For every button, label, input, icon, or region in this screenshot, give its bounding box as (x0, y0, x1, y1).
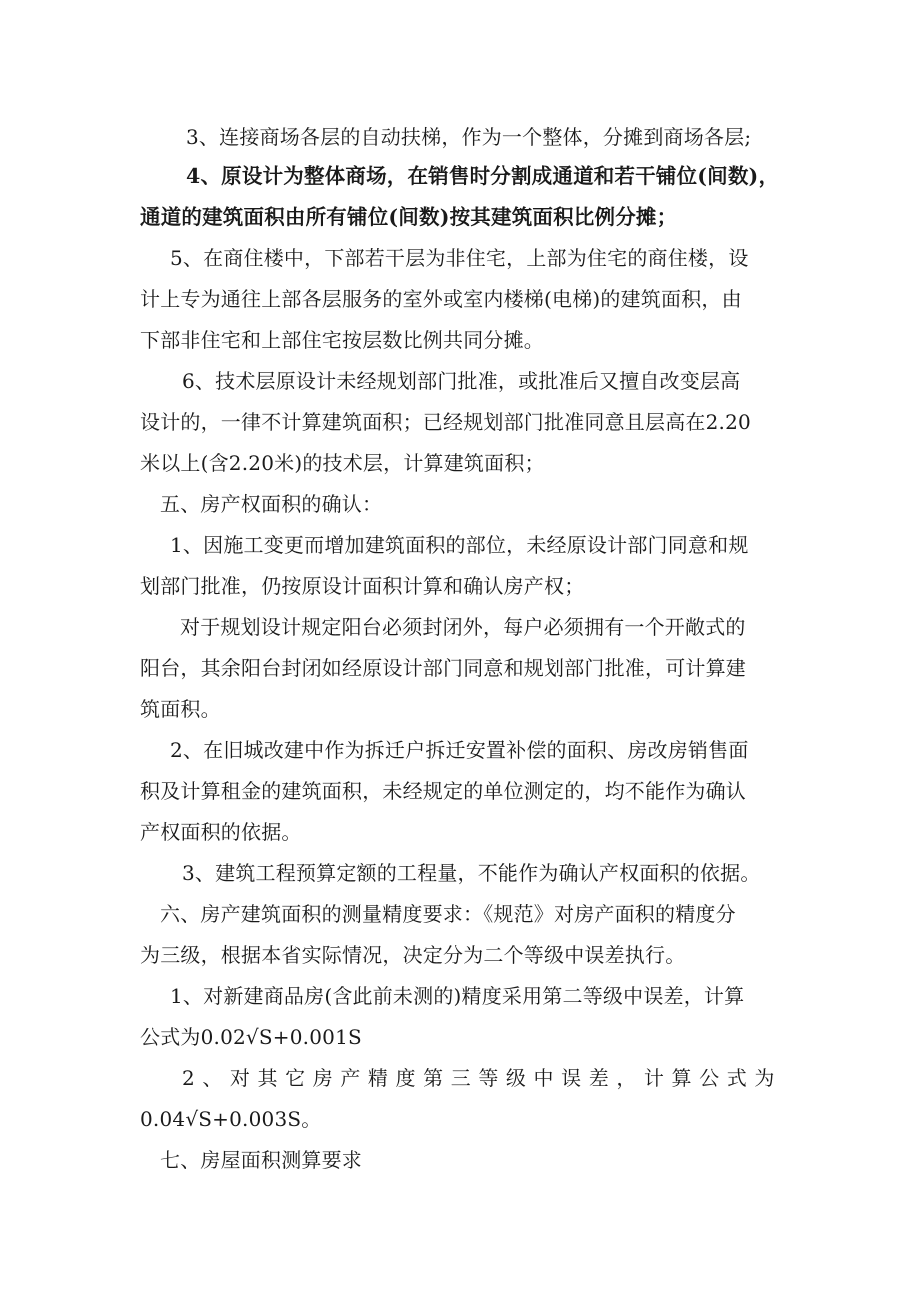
text-line: 划部门批准，仍按原设计面积计算和确认房产权； (140, 574, 585, 598)
section-heading: 五、房产权面积的确认： (160, 492, 383, 516)
text-line: 为三级，根据本省实际情况，决定分为二个等级中误差执行。 (140, 943, 686, 967)
text-line: 设计的，一律不计算建筑面积；已经规划部门批准同意且层高在2.20 (140, 410, 751, 434)
text-line: 阳台，其余阳台封闭如经原设计部门同意和规划部门批准，可计算建 (140, 656, 746, 680)
text-line: 0.04√S+0.003S。 (140, 1107, 322, 1131)
text-line: 产权面积的依据。 (140, 820, 302, 844)
text-line: 通道的建筑面积由所有铺位(间数)按其建筑面积比例分摊； (140, 205, 678, 229)
text-line: 下部非住宅和上部住宅按层数比例共同分摊。 (140, 328, 544, 352)
text-line: 公式为0.02√S+0.001S (140, 1025, 362, 1049)
text-line: 3、连接商场各层的自动扶梯，作为一个整体，分摊到商场各层; (186, 125, 752, 149)
text-line: 4、原设计为整体商场，在销售时分割成通道和若干铺位(间数)， (186, 164, 780, 188)
text-line: 计上专为通往上部各层服务的室外或室内楼梯(电梯)的建筑面积，由 (140, 287, 742, 311)
text-line: 6、技术层原设计未经规划部门批准，或批准后又擅自改变层高 (182, 369, 741, 393)
text-line: 筑面积。 (140, 697, 221, 721)
text-line: 积及计算租金的建筑面积，未经规定的单位测定的，均不能作为确认 (140, 779, 746, 803)
text-line: 1、因施工变更而增加建筑面积的部位，未经原设计部门同意和规 (170, 533, 749, 557)
section-heading: 六、房产建筑面积的测量精度要求：《规范》对房产面积的精度分 (160, 902, 736, 926)
text-line: 2、对其它房产精度第三等级中误差，计算公式为 (182, 1066, 782, 1090)
text-line: 5、在商住楼中，下部若干层为非住宅，上部为住宅的商住楼，设 (170, 246, 749, 270)
section-heading: 七、房屋面积测算要求 (160, 1148, 362, 1172)
text-line: 2、在旧城改建中作为拆迁户拆迁安置补偿的面积、房改房销售面 (170, 738, 749, 762)
text-line: 3、建筑工程预算定额的工程量，不能作为确认产权面积的依据。 (182, 861, 761, 885)
text-line: 米以上(含2.20米)的技术层，计算建筑面积； (140, 451, 545, 475)
text-line: 1、对新建商品房(含此前未测的)精度采用第二等级中误差，计算 (170, 984, 745, 1008)
text-line: 对于规划设计规定阳台必须封闭外，每户必须拥有一个开敞式的 (180, 615, 746, 639)
